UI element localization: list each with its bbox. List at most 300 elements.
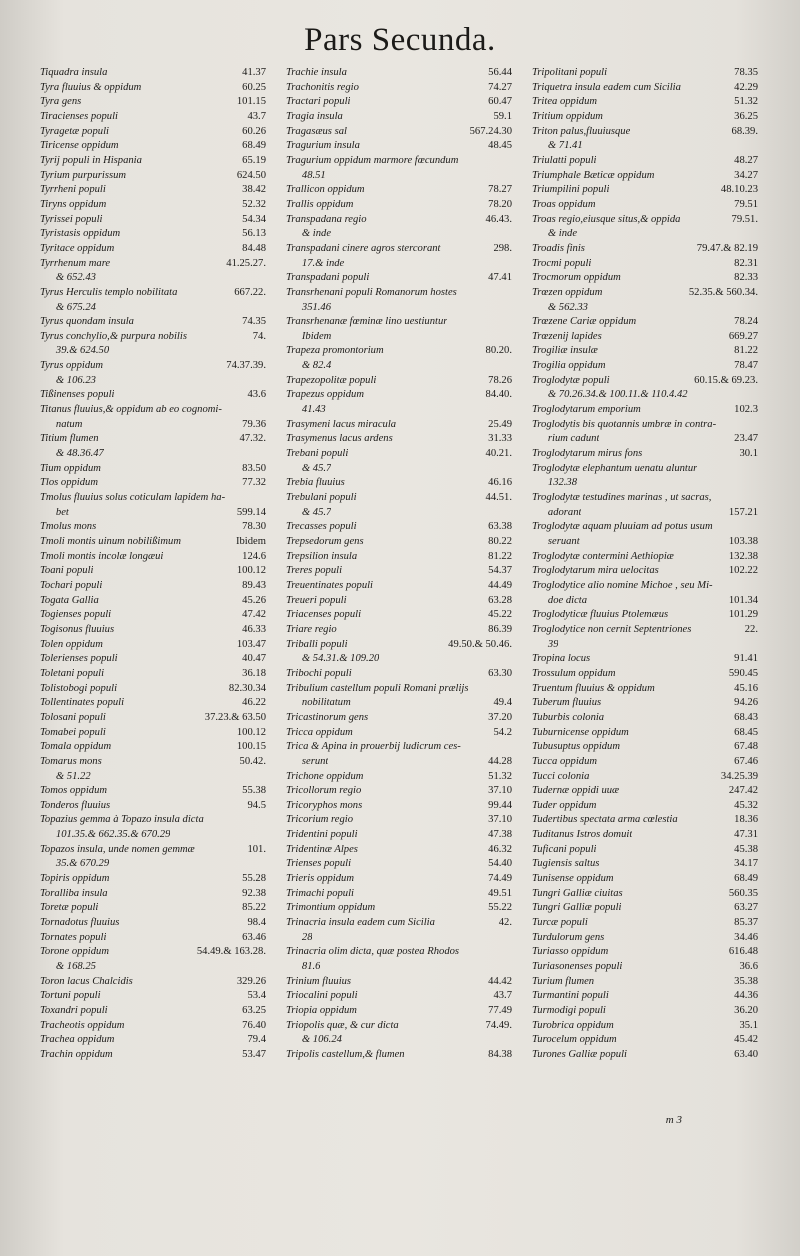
entry-term: Troglodytæ populi bbox=[532, 374, 610, 386]
entry-reference: 78.26 bbox=[488, 374, 512, 386]
entry-term: 81.6 bbox=[286, 961, 321, 973]
entry-term: Tortuni populi bbox=[40, 990, 101, 1002]
entry-reference: 37.23.& 63.50 bbox=[204, 711, 266, 723]
entry-reference: 63.40 bbox=[734, 1048, 758, 1060]
index-entry bbox=[532, 1004, 758, 1019]
index-entry bbox=[532, 476, 758, 491]
index-entry bbox=[532, 696, 758, 711]
index-entry bbox=[40, 1004, 266, 1019]
index-entry bbox=[286, 916, 512, 931]
entry-term: & 168.25 bbox=[40, 961, 96, 973]
entry-term: Turcæ populi bbox=[532, 917, 588, 929]
index-entry bbox=[40, 418, 266, 433]
entry-reference: 60.25 bbox=[242, 81, 266, 93]
entry-term: Tolerienses populi bbox=[40, 653, 118, 665]
entry-term: & 70.26.34.& 100.11.& 110.4.42 bbox=[532, 389, 688, 401]
index-entry bbox=[286, 491, 512, 506]
index-entry bbox=[286, 95, 512, 110]
entry-term: Tungri Galliæ ciuitas bbox=[532, 887, 623, 899]
index-entry bbox=[286, 154, 512, 169]
entry-term: Tridentini populi bbox=[286, 829, 358, 841]
entry-term: Trachin oppidum bbox=[40, 1048, 113, 1060]
entry-reference: 45.26 bbox=[242, 594, 266, 606]
index-entry bbox=[286, 227, 512, 242]
entry-reference: 84.38 bbox=[488, 1048, 512, 1060]
entry-reference: 68.49 bbox=[242, 140, 266, 152]
entry-term: 17.& inde bbox=[286, 257, 345, 269]
entry-term: Tragia insula bbox=[286, 110, 343, 122]
entry-term: Turones Galliæ populi bbox=[532, 1048, 627, 1060]
entry-term: Treueri populi bbox=[286, 594, 347, 606]
entry-term: bet bbox=[40, 506, 69, 518]
entry-term: Troadis finis bbox=[532, 242, 585, 254]
entry-term: Tiryns oppidum bbox=[40, 198, 107, 210]
entry-reference: 44.49 bbox=[488, 579, 512, 591]
entry-reference: 79.51 bbox=[734, 198, 758, 210]
entry-reference: 34.17 bbox=[734, 858, 758, 870]
index-entry bbox=[40, 843, 266, 858]
index-entry bbox=[532, 594, 758, 609]
entry-reference: 60.26 bbox=[242, 125, 266, 137]
entry-reference: 67.46 bbox=[734, 755, 758, 767]
entry-term: Tyrrheni populi bbox=[40, 184, 106, 196]
index-entry bbox=[286, 66, 512, 81]
index-entry bbox=[532, 872, 758, 887]
index-entry bbox=[532, 828, 758, 843]
index-entry bbox=[286, 711, 512, 726]
entry-reference: 74.35 bbox=[242, 316, 266, 328]
entry-term: Transpadana regio bbox=[286, 213, 367, 225]
index-entry bbox=[286, 271, 512, 286]
index-entry bbox=[286, 726, 512, 741]
entry-reference: 60.15.& 69.23. bbox=[694, 374, 758, 386]
entry-reference: 47.31 bbox=[734, 829, 758, 841]
entry-term: Tribochi populi bbox=[286, 667, 352, 679]
index-entry bbox=[286, 1019, 512, 1034]
entry-reference: 41.25.27. bbox=[226, 257, 266, 269]
entry-reference: 53.47 bbox=[242, 1048, 266, 1060]
index-entry bbox=[286, 770, 512, 785]
entry-term: Tricollorum regio bbox=[286, 785, 362, 797]
entry-term: & 652.43 bbox=[40, 272, 96, 284]
entry-reference: 102.3 bbox=[734, 404, 758, 416]
entry-term: Tragurium oppidum marmore fœcundum bbox=[286, 154, 459, 166]
index-entry bbox=[40, 66, 266, 81]
entry-term: Turdulorum gens bbox=[532, 931, 605, 943]
entry-reference: 63.28 bbox=[488, 594, 512, 606]
entry-reference: 44.42 bbox=[488, 975, 512, 987]
entry-reference: 60.47 bbox=[488, 96, 512, 108]
entry-term: Tracheotis oppidum bbox=[40, 1019, 125, 1031]
index-entry bbox=[40, 462, 266, 477]
entry-term: Tyrissei populi bbox=[40, 213, 103, 225]
entry-reference: 45.42 bbox=[734, 1034, 758, 1046]
entry-term: Tyra gens bbox=[40, 96, 82, 108]
entry-term: Treuentinates populi bbox=[286, 579, 374, 591]
index-entry bbox=[40, 711, 266, 726]
entry-term: Tripolis castellum,& flumen bbox=[286, 1048, 405, 1060]
entry-term: Tmoli montis incolæ longæui bbox=[40, 550, 164, 562]
index-entry bbox=[40, 799, 266, 814]
index-entry bbox=[532, 330, 758, 345]
entry-term: Treres populi bbox=[286, 565, 343, 577]
entry-term: Tolistobogi populi bbox=[40, 682, 118, 694]
entry-term: Titium flumen bbox=[40, 433, 99, 445]
entry-reference: 18.36 bbox=[734, 814, 758, 826]
entry-reference: 37.10 bbox=[488, 785, 512, 797]
entry-term: Triocalini populi bbox=[286, 990, 358, 1002]
entry-term: & 51.22 bbox=[40, 770, 91, 782]
entry-term: & 675.24 bbox=[40, 301, 96, 313]
entry-reference: 78.27 bbox=[488, 184, 512, 196]
entry-term: Tyristasis oppidum bbox=[40, 228, 121, 240]
index-entry bbox=[532, 520, 758, 535]
index-entry bbox=[286, 682, 512, 697]
entry-term: Trapeza promontorium bbox=[286, 345, 384, 357]
entry-reference: 157.21 bbox=[728, 506, 758, 518]
entry-reference: 41.37 bbox=[242, 67, 266, 78]
index-entry bbox=[286, 638, 512, 653]
entry-term: Tiricense oppidum bbox=[40, 140, 119, 152]
index-entry bbox=[40, 564, 266, 579]
entry-reference: 667.22. bbox=[234, 286, 266, 298]
entry-term: Tuditanus Istros domuit bbox=[532, 829, 633, 841]
entry-term: Trichone oppidum bbox=[286, 770, 364, 782]
index-entry bbox=[532, 579, 758, 594]
entry-term: Trienses populi bbox=[286, 858, 352, 870]
index-entry bbox=[286, 623, 512, 638]
index-entry bbox=[532, 1019, 758, 1034]
index-entry bbox=[40, 95, 266, 110]
entry-reference: 78.35 bbox=[734, 67, 758, 78]
index-entry bbox=[286, 813, 512, 828]
entry-reference: 63.38 bbox=[488, 521, 512, 533]
entry-reference: 103.38 bbox=[728, 536, 758, 547]
entry-term: Triumpilini populi bbox=[532, 184, 610, 196]
entry-reference: 89.43 bbox=[242, 579, 266, 591]
index-entry bbox=[532, 608, 758, 623]
index-entry bbox=[40, 169, 266, 184]
entry-term: seruant bbox=[532, 536, 580, 547]
entry-term: Tricorium regio bbox=[286, 814, 354, 826]
index-entry bbox=[286, 740, 512, 755]
entry-reference: 55.28 bbox=[242, 873, 266, 885]
entry-term: Tiracienses populi bbox=[40, 110, 118, 122]
entry-term: Troas oppidum bbox=[532, 198, 596, 210]
entry-term: Troglodytæ elephantum uenatu aluntur bbox=[532, 462, 698, 474]
entry-term: Trapezopolitæ populi bbox=[286, 374, 377, 386]
entry-term: Tyrrhenum mare bbox=[40, 257, 111, 269]
entry-term: Triton palus,fluuiusque bbox=[532, 125, 631, 137]
entry-reference: 52.32 bbox=[242, 198, 266, 210]
entry-term: & 45.7 bbox=[286, 506, 332, 518]
index-entry bbox=[532, 535, 758, 550]
entry-reference: 45.38 bbox=[734, 843, 758, 855]
entry-term: Troglodytæ contermini Aethiopiæ bbox=[532, 550, 674, 562]
entry-term: Toralliba insula bbox=[40, 887, 108, 899]
entry-term: Tuburnicense oppidum bbox=[532, 726, 629, 738]
index-entry bbox=[532, 344, 758, 359]
index-entry bbox=[40, 110, 266, 125]
index-entry bbox=[286, 213, 512, 228]
entry-reference: 23.47 bbox=[734, 433, 758, 445]
index-entry bbox=[532, 887, 758, 902]
entry-reference: 47.41 bbox=[488, 272, 512, 284]
page-signature: m 3 bbox=[665, 1114, 682, 1126]
index-entry bbox=[532, 213, 758, 228]
index-entry bbox=[40, 916, 266, 931]
index-entry bbox=[40, 638, 266, 653]
entry-term: Tomarus mons bbox=[40, 755, 102, 767]
entry-reference: 74.27 bbox=[488, 81, 512, 93]
index-entry bbox=[532, 506, 758, 521]
entry-term: Tollentinates populi bbox=[40, 697, 125, 709]
entry-reference: 77.32 bbox=[242, 477, 266, 489]
index-entry bbox=[40, 286, 266, 301]
entry-reference: 34.25.39 bbox=[720, 770, 758, 782]
index-entry bbox=[532, 271, 758, 286]
entry-reference: 94.26 bbox=[734, 697, 758, 709]
entry-term: doe dicta bbox=[532, 594, 588, 606]
entry-reference: 48.27 bbox=[734, 154, 758, 166]
entry-term: Tripolitani populi bbox=[532, 67, 608, 78]
entry-term: Tritea oppidum bbox=[532, 96, 598, 108]
entry-term: & 54.31.& 109.20 bbox=[286, 653, 380, 665]
entry-reference: 85.37 bbox=[734, 917, 758, 929]
index-entry bbox=[286, 330, 512, 345]
index-entry bbox=[532, 1048, 758, 1063]
entry-term: & inde bbox=[286, 228, 332, 240]
entry-term: Tucca oppidum bbox=[532, 755, 598, 767]
index-entry bbox=[286, 388, 512, 403]
entry-term: Tubusuptus oppidum bbox=[532, 741, 621, 753]
entry-term: Tyragetæ populi bbox=[40, 125, 109, 137]
entry-term: Triacenses populi bbox=[286, 609, 362, 621]
entry-reference: 63.46 bbox=[242, 931, 266, 943]
entry-term: Tricastinorum gens bbox=[286, 711, 369, 723]
entry-term: Troglodytarum emporium bbox=[532, 404, 641, 416]
entry-term: Tricca oppidum bbox=[286, 726, 353, 738]
entry-reference: 91.41 bbox=[734, 653, 758, 665]
entry-term: Tritium oppidum bbox=[532, 110, 603, 122]
index-column-2 bbox=[286, 66, 512, 1126]
index-entry bbox=[532, 432, 758, 447]
entry-term: Tuder oppidum bbox=[532, 799, 597, 811]
index-entry bbox=[286, 183, 512, 198]
index-entry bbox=[40, 579, 266, 594]
index-entry bbox=[286, 462, 512, 477]
index-entry bbox=[532, 183, 758, 198]
entry-reference: 38.42 bbox=[242, 184, 266, 196]
entry-reference: 54.49.& 163.28. bbox=[196, 946, 266, 958]
index-entry bbox=[532, 975, 758, 990]
index-entry bbox=[286, 257, 512, 272]
entry-term: Tyrus conchylio,& purpura nobilis bbox=[40, 330, 187, 342]
entry-term: & 562.33 bbox=[532, 301, 588, 313]
entry-term: Tribulium castellum populi Romani prælijs bbox=[286, 682, 469, 694]
entry-reference: 47.42 bbox=[242, 609, 266, 621]
index-entry bbox=[40, 931, 266, 946]
entry-term: 41.43 bbox=[286, 404, 326, 416]
entry-term: 39 bbox=[532, 638, 559, 650]
entry-term: Toron lacus Chalcidis bbox=[40, 975, 133, 987]
entry-term: Trinium fluuius bbox=[286, 975, 352, 987]
index-entry bbox=[532, 755, 758, 770]
index-entry bbox=[532, 359, 758, 374]
entry-reference: 48.10.23 bbox=[720, 184, 758, 196]
entry-term: Tmoli montis uinum nobilißimum bbox=[40, 536, 181, 547]
index-entry bbox=[40, 301, 266, 316]
entry-term: Trasymeni lacus miracula bbox=[286, 418, 397, 430]
entry-term: Tmolus fluuius solus coticulam lapidem ha- bbox=[40, 492, 226, 504]
entry-reference: 59.1 bbox=[493, 110, 512, 122]
entry-term: Tolen oppidum bbox=[40, 638, 103, 650]
index-entry bbox=[40, 989, 266, 1004]
entry-reference: 49.50.& 50.46. bbox=[448, 638, 512, 650]
entry-term: Tudertibus spectata arma cœlestia bbox=[532, 814, 678, 826]
entry-term: 101.35.& 662.35.& 670.29 bbox=[40, 829, 171, 841]
index-entry bbox=[40, 388, 266, 403]
entry-reference: 247.42 bbox=[728, 785, 758, 797]
index-entry bbox=[40, 828, 266, 843]
entry-reference: 329.26 bbox=[236, 975, 266, 987]
index-entry bbox=[286, 520, 512, 535]
index-entry bbox=[286, 667, 512, 682]
entry-reference: 55.22 bbox=[488, 902, 512, 914]
index-entry bbox=[40, 330, 266, 345]
entry-reference: 68.39. bbox=[731, 125, 758, 137]
entry-term: Tungri Galliæ populi bbox=[532, 902, 622, 914]
index-entry bbox=[40, 652, 266, 667]
index-entry bbox=[286, 535, 512, 550]
entry-term: 132.38 bbox=[532, 477, 578, 489]
entry-term: Toletani populi bbox=[40, 667, 105, 679]
index-entry bbox=[532, 374, 758, 389]
entry-term: Triulatti populi bbox=[532, 154, 597, 166]
index-entry bbox=[40, 535, 266, 550]
entry-reference: 298. bbox=[493, 242, 512, 254]
index-entry bbox=[286, 315, 512, 330]
entry-reference: 79.51. bbox=[731, 213, 758, 225]
entry-term: Tyra fluuius & oppidum bbox=[40, 81, 142, 93]
index-entry bbox=[286, 696, 512, 711]
index-entry bbox=[286, 301, 512, 316]
entry-term: & 48.36.47 bbox=[40, 448, 104, 460]
entry-term: Truentum fluuius & oppidum bbox=[532, 682, 655, 694]
entry-reference: 124.6 bbox=[242, 550, 266, 562]
entry-term: Troglodytæ aquam pluuiam ad potus usum bbox=[532, 521, 713, 533]
entry-term: Troglodytis bis quotannis umbræ in contra- bbox=[532, 418, 717, 430]
index-entry bbox=[286, 887, 512, 902]
index-entry bbox=[286, 242, 512, 257]
entry-reference: 74.37.39. bbox=[226, 360, 266, 372]
index-entry bbox=[40, 784, 266, 799]
entry-reference: 103.47 bbox=[236, 638, 266, 650]
entry-reference: 567.24.30 bbox=[469, 125, 512, 137]
entry-reference: 63.25 bbox=[242, 1005, 266, 1016]
index-entry bbox=[40, 682, 266, 697]
index-entry bbox=[532, 989, 758, 1004]
entry-reference: 45.22 bbox=[488, 609, 512, 621]
entry-term: Turobrica oppidum bbox=[532, 1019, 614, 1031]
entry-term: Tyrium purpurissum bbox=[40, 169, 127, 181]
entry-reference: 80.20. bbox=[485, 345, 512, 357]
index-entry bbox=[286, 945, 512, 960]
entry-term: & 71.41 bbox=[532, 140, 583, 152]
entry-reference: 46.33 bbox=[242, 623, 266, 635]
index-entry bbox=[40, 960, 266, 975]
entry-reference: 81.22 bbox=[734, 345, 758, 357]
index-entry bbox=[286, 1033, 512, 1048]
entry-term: Tyrij populi in Hispania bbox=[40, 154, 142, 166]
entry-term: Tudernæ oppidi uuæ bbox=[532, 785, 620, 797]
index-entry bbox=[286, 652, 512, 667]
index-entry bbox=[286, 828, 512, 843]
entry-term: Trasymenus lacus ardens bbox=[286, 433, 393, 445]
entry-term: Titanus fluuius,& oppidum ab eo cognomi- bbox=[40, 404, 222, 416]
entry-term: Trebani populi bbox=[286, 448, 349, 460]
entry-reference: 76.40 bbox=[242, 1019, 266, 1031]
entry-term: Tolosani populi bbox=[40, 711, 106, 723]
entry-term: Trogilia oppidum bbox=[532, 360, 606, 372]
index-entry bbox=[40, 623, 266, 638]
entry-reference: 80.22 bbox=[488, 536, 512, 547]
entry-term: Tricoryphos mons bbox=[286, 799, 363, 811]
entry-reference: 43.7 bbox=[247, 110, 266, 122]
index-entry bbox=[40, 1019, 266, 1034]
entry-reference: 51.32 bbox=[488, 770, 512, 782]
entry-reference: 68.49 bbox=[734, 873, 758, 885]
entry-reference: 65.19 bbox=[242, 154, 266, 166]
entry-term: Triare regio bbox=[286, 623, 337, 635]
entry-term: Triquetra insula eadem cum Sicilia bbox=[532, 81, 681, 93]
index-entry bbox=[40, 139, 266, 154]
entry-reference: 599.14 bbox=[236, 506, 266, 518]
index-entry bbox=[532, 447, 758, 462]
entry-reference: 34.46 bbox=[734, 931, 758, 943]
entry-term: & 106.24 bbox=[286, 1034, 342, 1046]
entry-reference: 49.51 bbox=[488, 887, 512, 899]
index-entry bbox=[40, 1048, 266, 1063]
index-entry bbox=[40, 696, 266, 711]
entry-term: Topazius gemma à Topazo insula dicta bbox=[40, 814, 204, 826]
entry-term: Trocmorum oppidum bbox=[532, 272, 621, 284]
entry-term: natum bbox=[40, 418, 83, 430]
entry-term: Trebia fluuius bbox=[286, 477, 345, 489]
entry-reference: 92.38 bbox=[242, 887, 266, 899]
index-entry bbox=[286, 125, 512, 140]
index-entry bbox=[286, 403, 512, 418]
entry-reference: 36.20 bbox=[734, 1005, 758, 1016]
entry-reference: 85.22 bbox=[242, 902, 266, 914]
entry-term: Trachonitis regio bbox=[286, 81, 359, 93]
index-entry bbox=[532, 784, 758, 799]
entry-reference: 82.30.34 bbox=[228, 682, 266, 694]
entry-reference: 84.40. bbox=[485, 389, 512, 401]
index-entry bbox=[40, 520, 266, 535]
index-entry bbox=[40, 857, 266, 872]
entry-reference: 616.48 bbox=[728, 946, 758, 958]
entry-term: Tlos oppidum bbox=[40, 477, 98, 489]
index-entry bbox=[40, 344, 266, 359]
index-entry bbox=[40, 257, 266, 272]
entry-term: Turium flumen bbox=[532, 975, 595, 987]
entry-term: 48.51 bbox=[286, 169, 326, 181]
index-entry bbox=[532, 711, 758, 726]
index-entry bbox=[40, 81, 266, 96]
entry-term: Transrhenani populi Romanorum hostes bbox=[286, 286, 457, 298]
index-entry bbox=[532, 418, 758, 433]
